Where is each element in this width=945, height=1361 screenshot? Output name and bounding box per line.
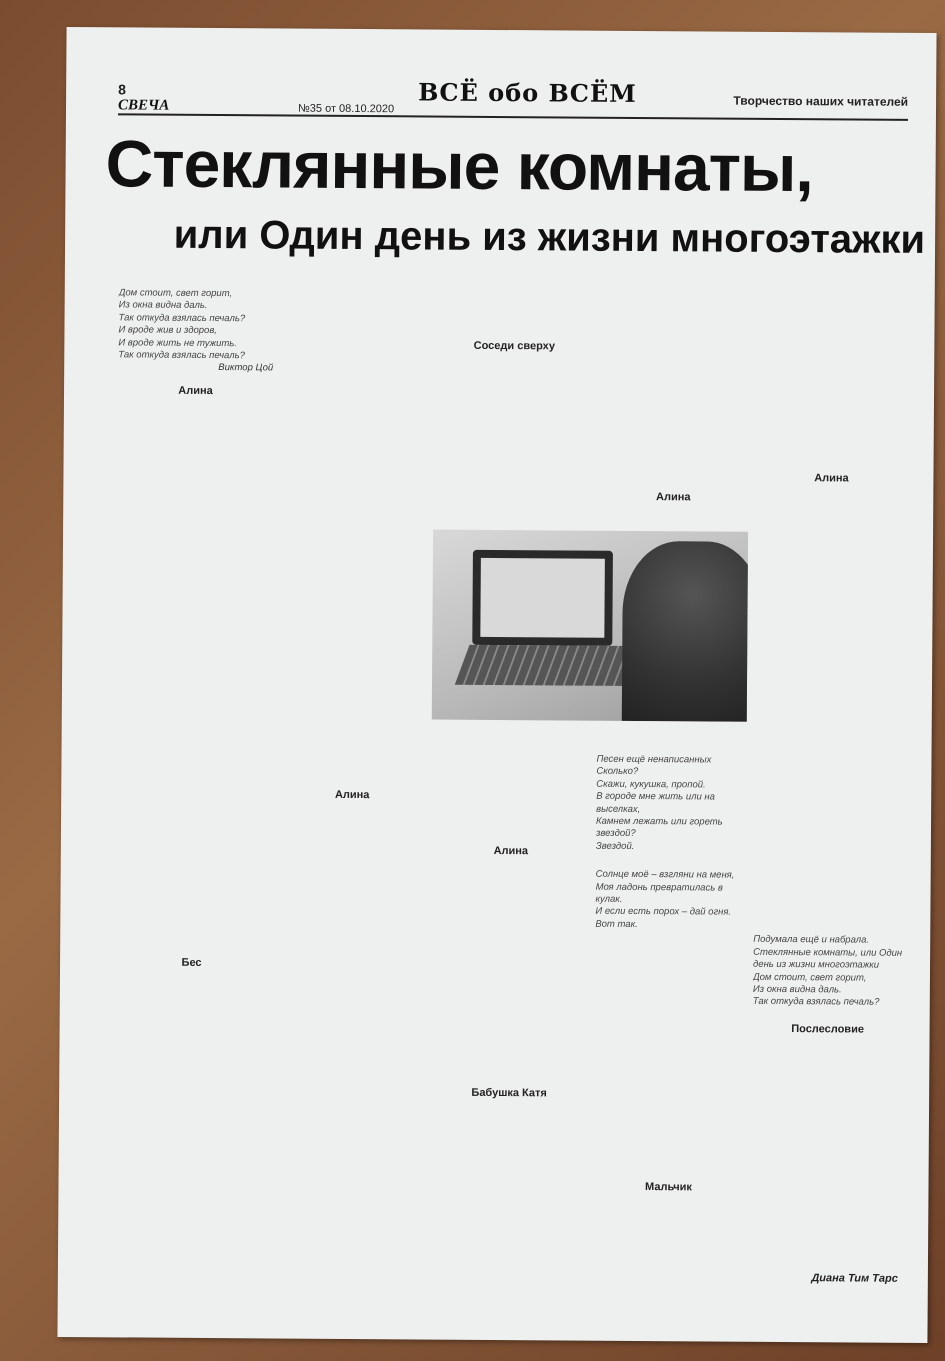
column-4 — [598, 291, 750, 522]
poem-line: Солнце моё – взгляни на меня, — [595, 868, 735, 881]
column-5 — [751, 292, 908, 1303]
person-silhouette — [622, 541, 748, 722]
poem-line: Дом стоит, свет горит, — [752, 971, 867, 984]
poem-line: Песен ещё ненаписанных — [596, 753, 712, 766]
section-head-grandma: Бабушка Катя — [471, 1087, 547, 1100]
page-number: 8 — [118, 81, 127, 98]
section-head-alina: Алина — [814, 472, 849, 485]
poem-line: Скажи, кукушка, пропой. — [596, 778, 706, 791]
section-head-alina: Алина — [656, 491, 691, 504]
poem-line: Из окна видна даль. — [752, 983, 842, 996]
poem-line: И если есть порох – дай огня. — [595, 906, 732, 919]
poem-line: Камнем лежать или гореть звездой? — [595, 815, 723, 840]
section-head-neighbors: Соседи сверху — [473, 339, 556, 353]
poem-block — [595, 869, 745, 932]
article-title: Стеклянные комнаты, — [105, 126, 814, 206]
column-4-lower — [593, 736, 747, 1257]
epigraph-line: Из окна видна даль. — [118, 299, 208, 312]
poem-line: Вот так. — [595, 918, 638, 930]
column-1 — [113, 287, 274, 1168]
poem-line: Подумала ещё и набрала. — [753, 934, 870, 947]
section-head-boy: Мальчик — [645, 1181, 692, 1194]
poem-block — [596, 754, 747, 854]
laptop-icon — [472, 550, 613, 646]
epigraph — [118, 287, 274, 363]
newspaper-page — [57, 27, 936, 1343]
epigraph-line: Дом стоит, свет горит, — [118, 287, 233, 300]
column-3-lower — [433, 735, 587, 1256]
section-head-alina: Алина — [493, 844, 529, 858]
section-head-afterword: Послесловие — [791, 1022, 865, 1036]
article-author: Диана Тим Тарс — [811, 1272, 898, 1285]
section-title: Творчество наших читателей — [733, 93, 909, 109]
poem-line: Сколько? — [596, 766, 639, 778]
newspaper-brand: СВЕЧА — [117, 97, 170, 114]
poem-line: Звездой. — [595, 840, 635, 852]
epigraph-line: И вроде жить не тужить. — [118, 336, 238, 349]
column-3 — [438, 290, 590, 521]
poem-line: Моя ладонь превратилась в кулак. — [595, 881, 723, 905]
epigraph-line: Так откуда взялась печаль? — [118, 312, 246, 325]
issue-date: №35 от 08.10.2020 — [297, 102, 395, 116]
section-head-alina: Алина — [178, 384, 213, 397]
poem-block — [753, 934, 904, 1009]
epigraph-author: Виктор Цой — [218, 362, 274, 374]
article-photo — [432, 530, 748, 722]
poem-line: Так откуда взялась печаль? — [752, 996, 880, 1009]
page-header — [118, 75, 908, 121]
article-subtitle: или Один день из жизни многоэтажки — [173, 212, 926, 262]
column-2 — [275, 288, 431, 1079]
section-head-alina: Алина — [334, 788, 370, 802]
epigraph-line: И вроде жив и здоров, — [118, 324, 217, 337]
section-head-bes: Бес — [181, 957, 202, 970]
poem-line: Стеклянные комнаты, или Один день из жизни многоэтажки — [753, 946, 903, 971]
epigraph-line: Так откуда взялась печаль? — [118, 349, 245, 362]
poem-line: В городе мне жить или на выселках, — [596, 790, 715, 815]
rubric-title: ВСЁ обо ВСЁМ — [418, 77, 637, 108]
